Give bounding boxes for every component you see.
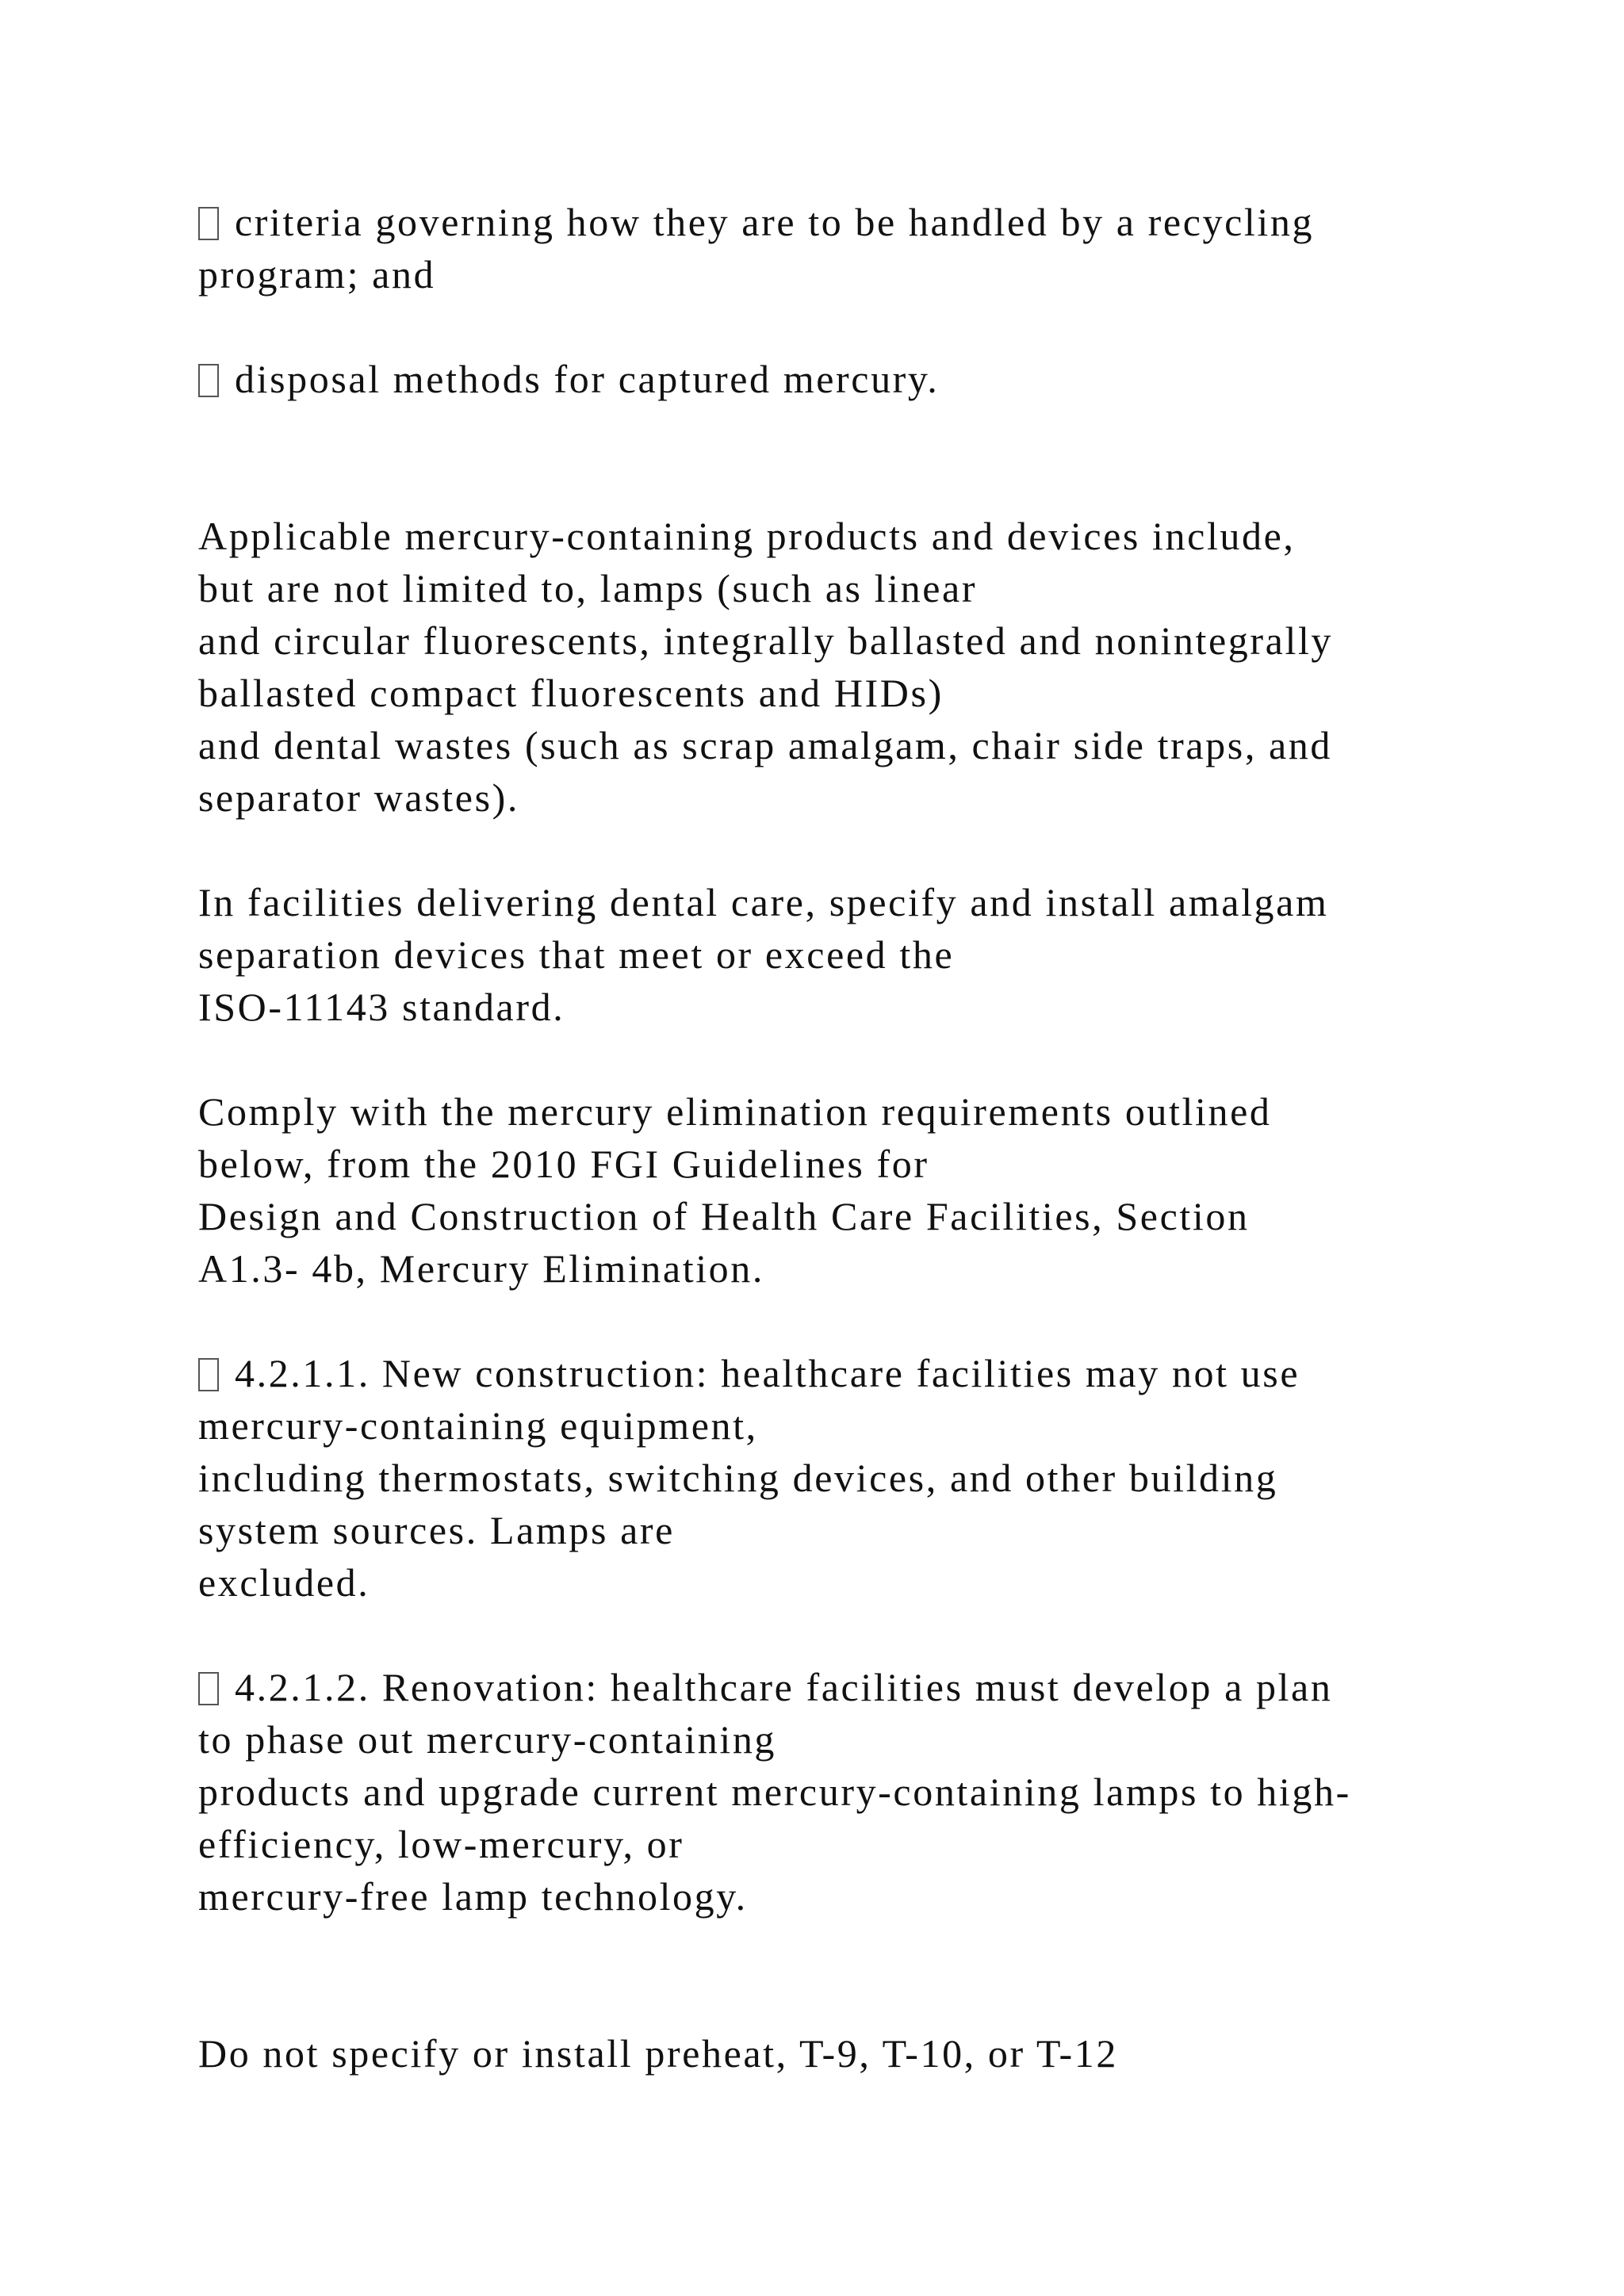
missing-glyph-bullet-icon bbox=[198, 207, 219, 240]
text-line: mercury-containing equipment, bbox=[198, 1403, 758, 1448]
missing-glyph-bullet-icon bbox=[198, 1358, 219, 1391]
text-line: program; and bbox=[198, 252, 436, 297]
text-line: products and upgrade current mercury-containing lamps to high- bbox=[198, 1770, 1351, 1814]
text-line: including thermostats, switching devices, and other building bbox=[198, 1456, 1278, 1500]
text-line: Applicable mercury-containing products and devices include, bbox=[198, 514, 1296, 558]
text-line: mercury-free lamp technology. bbox=[198, 1874, 748, 1919]
text-line: Do not specify or install preheat, T-9, T-10, or T-12 bbox=[198, 2031, 1118, 2076]
text-line: and circular fluorescents, integrally ballasted and nonintegrally bbox=[198, 618, 1334, 663]
text-line: In facilities delivering dental care, specify and install amalgam bbox=[198, 880, 1329, 924]
text-line: but are not limited to, lamps (such as linear bbox=[198, 566, 978, 610]
text-line: A1.3- 4b, Mercury Elimination. bbox=[198, 1246, 764, 1291]
missing-glyph-bullet-icon bbox=[198, 364, 219, 397]
text-line: Design and Construction of Health Care Facilities, Section bbox=[198, 1194, 1250, 1238]
text-line bbox=[198, 196, 1314, 248]
line-text: 4.2.1.2. Renovation: healthcare facilities must develop a plan bbox=[235, 1665, 1333, 1709]
text-line: ISO-11143 standard. bbox=[198, 985, 565, 1029]
text-line bbox=[198, 353, 939, 405]
text-line: excluded. bbox=[198, 1560, 370, 1605]
line-text: 4.2.1.1. New construction: healthcare facilities may not use bbox=[235, 1351, 1300, 1395]
missing-glyph-bullet-icon bbox=[198, 1672, 219, 1705]
text-line: system sources. Lamps are bbox=[198, 1508, 675, 1552]
text-line: and dental wastes (such as scrap amalgam, chair side traps, and bbox=[198, 723, 1333, 767]
line-text: disposal methods for captured mercury. bbox=[235, 357, 940, 401]
text-line: to phase out mercury-containing bbox=[198, 1717, 777, 1762]
text-line: below, from the 2010 FGI Guidelines for bbox=[198, 1142, 929, 1186]
text-line: Comply with the mercury elimination requirements outlined bbox=[198, 1089, 1272, 1134]
text-line: ballasted compact fluorescents and HIDs) bbox=[198, 671, 944, 715]
line-text: criteria governing how they are to be handled by a recycling bbox=[235, 200, 1315, 244]
text-line bbox=[198, 1661, 1332, 1713]
text-line bbox=[198, 1347, 1300, 1399]
text-line: separator wastes). bbox=[198, 775, 519, 820]
text-line: separation devices that meet or exceed the bbox=[198, 932, 955, 977]
text-line: efficiency, low-mercury, or bbox=[198, 1822, 684, 1866]
